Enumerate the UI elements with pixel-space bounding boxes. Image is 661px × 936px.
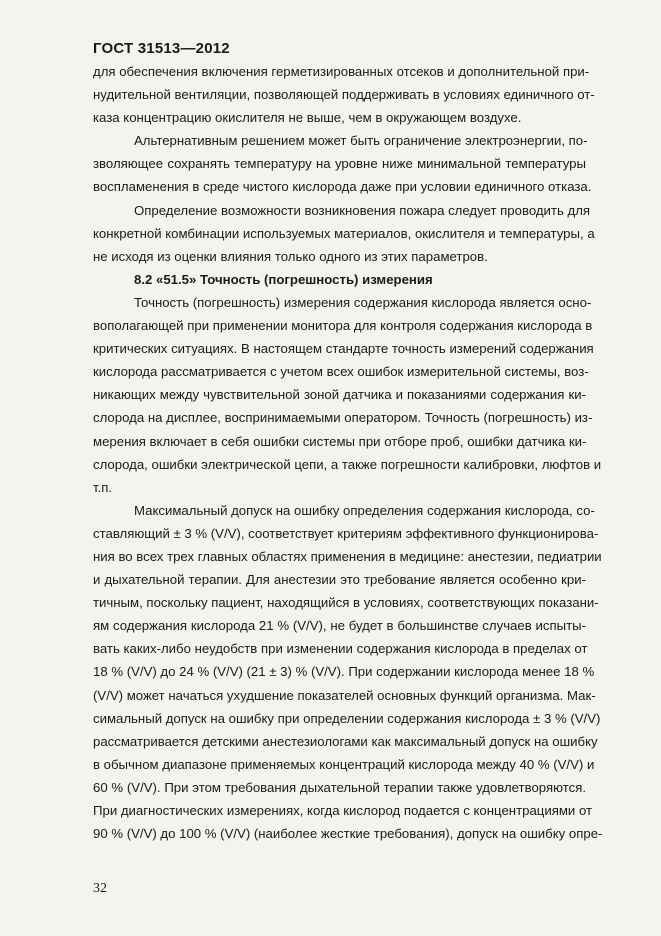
text-line: критических ситуациях. В настоящем стандарте точность измерений содержания xyxy=(93,341,594,357)
document-code-header: ГОСТ 31513—2012 xyxy=(93,40,230,57)
text-line: ставляющий ± 3 % (V/V), соответствует критериям эффективного функционирова- xyxy=(93,525,599,541)
text-line: 60 % (V/V). При этом требования дыхательной терапии также удовлетворяются. xyxy=(93,779,586,795)
text-line: вополагающей при применении монитора для контроля содержания кислорода в xyxy=(93,318,593,334)
text-line: не исходя из оценки влияния только одного из этих параметров. xyxy=(93,248,488,264)
text-line: тичным, поскольку пациент, находящийся в условиях, соответствующих показани- xyxy=(93,595,599,611)
text-line: конкретной комбинации используемых материалов, окислителя и температуры, а xyxy=(93,225,595,241)
text-line: никающих между чувствительной зоной датчика и показаниями содержания ки- xyxy=(93,387,586,403)
text-line: воспламенения в среде чистого кислорода даже при условии единичного отказа. xyxy=(93,179,592,195)
text-line: ния во всех трех главных областях применения в медицине: анестезии, педиатрии xyxy=(93,548,602,564)
document-body xyxy=(93,60,603,845)
text-line: кислорода рассматривается с учетом всех ошибок измерительной системы, воз- xyxy=(93,364,589,380)
text-line: вать каких-либо неудобств при изменении содержания кислорода в пределах от xyxy=(93,641,588,657)
text-line: При диагностических измерениях, когда кислород подается с концентрациями от xyxy=(93,803,593,818)
text-line: и дыхательной терапии. Для анестезии это требование является особенно кри- xyxy=(93,572,586,588)
text-line: слорода, ошибки электрической цепи, а также погрешности калибровки, люфтов и xyxy=(93,456,602,472)
text-line: для обеспечения включения герметизированных отсеков и дополнительной при- xyxy=(93,64,590,79)
text-line: Определение возможности возникновения пожара следует проводить для xyxy=(134,202,591,218)
text-line: ям содержания кислорода 21 % (V/V), не будет в большинстве случаев испыты- xyxy=(93,618,586,634)
text-line: 18 % (V/V) до 24 % (V/V) (21 ± 3) % (V/V). При содержании кислорода менее 18 % xyxy=(93,664,595,680)
page-number: 32 xyxy=(93,881,107,896)
text-line: симальный допуск на ошибку при определении содержания кислорода ± 3 % (V/V) xyxy=(93,710,601,726)
text-line: Максимальный допуск на ошибку определения содержания кислорода, со- xyxy=(134,502,595,518)
text-line: 90 % (V/V) до 100 % (V/V) (наиболее жесткие требования), допуск на ошибку опре- xyxy=(93,826,603,842)
text-line: т.п. xyxy=(93,479,113,495)
text-line: Точность (погрешность) измерения содержания кислорода является осно- xyxy=(134,294,592,310)
text-line: слорода на дисплее, воспринимаемыми оператором. Точность (погрешность) из- xyxy=(93,410,593,426)
text-line: мерения включает в себя ошибки системы при отборе проб, ошибки датчика ки- xyxy=(93,433,587,449)
text-line: в обычном диапазоне применяемых концентраций кислорода между 40 % (V/V) и xyxy=(93,756,595,772)
text-line: нудительной вентиляции, позволяющей поддерживать в условиях единичного от- xyxy=(93,87,595,103)
text-line: зволяющее сохранять температуру на уровне ниже минимальной температуры xyxy=(93,156,586,172)
section-heading: 8.2 «51.5» Точность (погрешность) измерения xyxy=(134,271,433,287)
text-line: каза концентрацию окислителя не выше, чем в окружающем воздухе. xyxy=(93,110,522,126)
text-line: Альтернативным решением может быть ограничение электроэнергии, по- xyxy=(134,133,588,149)
text-line: (V/V) может начаться ухудшение показателей основных функций организма. Мак- xyxy=(93,687,596,703)
text-line: рассматривается детскими анестезиологами как максимальный допуск на ошибку xyxy=(93,733,598,749)
